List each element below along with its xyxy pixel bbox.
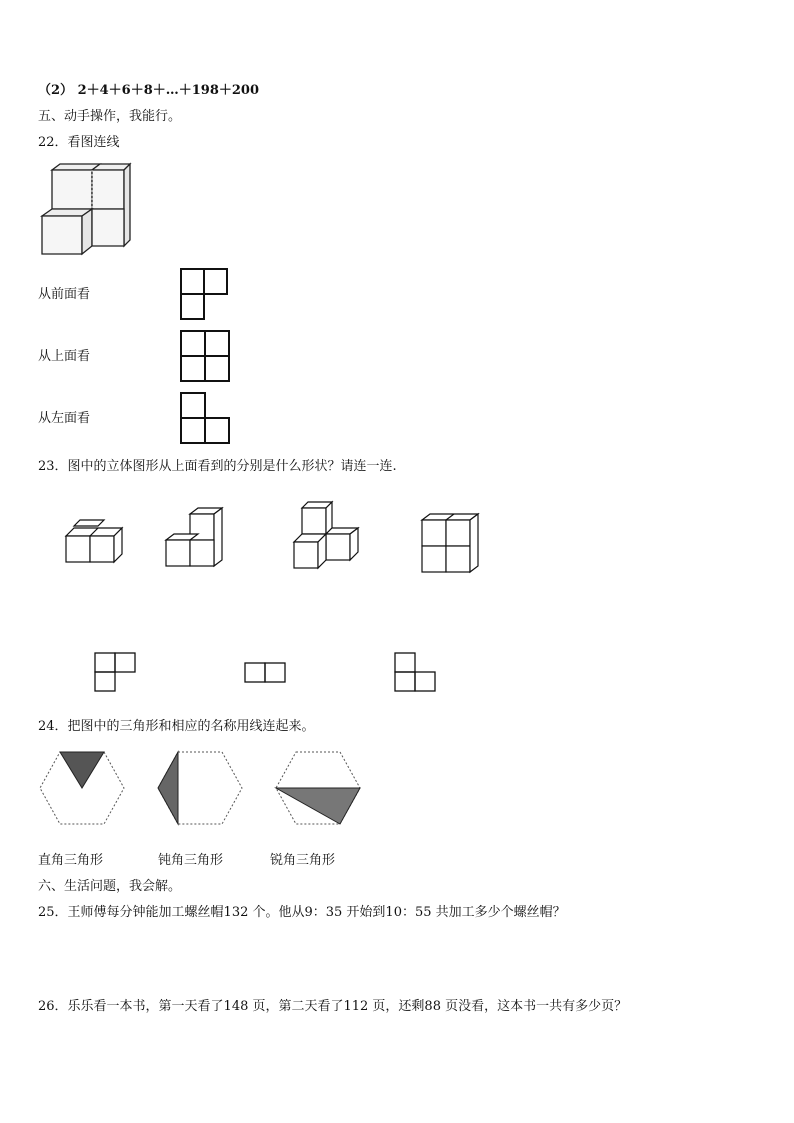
q23-view-shape-2 bbox=[244, 662, 288, 684]
q24-hexagon-2 bbox=[156, 750, 246, 828]
question-22-title: 22．看图连线 bbox=[38, 135, 120, 150]
view-shape-top bbox=[180, 330, 232, 384]
section-5-heading: 五、动手操作，我能行。 bbox=[38, 109, 182, 124]
q23-solid-1 bbox=[64, 518, 128, 566]
triangle-label-right: 直角三角形 bbox=[38, 853, 104, 868]
question-26: 26．乐乐看一本书，第一天看了148 页，第二天看了112 页，还剩88 页没看，这本书一共有多少页？ bbox=[38, 999, 628, 1014]
q23-solid-3 bbox=[292, 500, 360, 570]
question-24-title: 24．把图中的三角形和相应的名称用线连起来。 bbox=[38, 719, 315, 734]
question-25: 25．王师傅每分钟能加工螺丝帽132 个。他从9：35 开始到10：55 共加工多少个螺丝帽？ bbox=[38, 905, 566, 920]
q24-hexagon-3 bbox=[274, 750, 364, 828]
view-label-top: 从上面看 bbox=[38, 349, 91, 364]
q23-solid-2 bbox=[164, 506, 228, 568]
q23-view-shape-1 bbox=[94, 652, 138, 694]
view-shape-front bbox=[180, 268, 230, 322]
view-label-front: 从前面看 bbox=[38, 287, 91, 302]
triangle-label-obtuse: 钝角三角形 bbox=[158, 853, 224, 868]
view-label-left: 从左面看 bbox=[38, 411, 91, 426]
q22-cube-figure bbox=[40, 162, 130, 260]
question-sum-line: （2） 2＋4＋6＋8＋…＋198＋200 bbox=[38, 83, 260, 98]
triangle-label-acute: 锐角三角形 bbox=[270, 853, 336, 868]
section-6-heading: 六、生活问题，我会解。 bbox=[38, 879, 182, 894]
q23-solid-4 bbox=[420, 512, 484, 574]
question-23-title: 23．图中的立体图形从上面看到的分别是什么形状？请连一连. bbox=[38, 459, 397, 474]
q24-hexagon-1 bbox=[38, 750, 128, 828]
q23-view-shape-3 bbox=[394, 652, 438, 694]
view-shape-left bbox=[180, 392, 232, 446]
